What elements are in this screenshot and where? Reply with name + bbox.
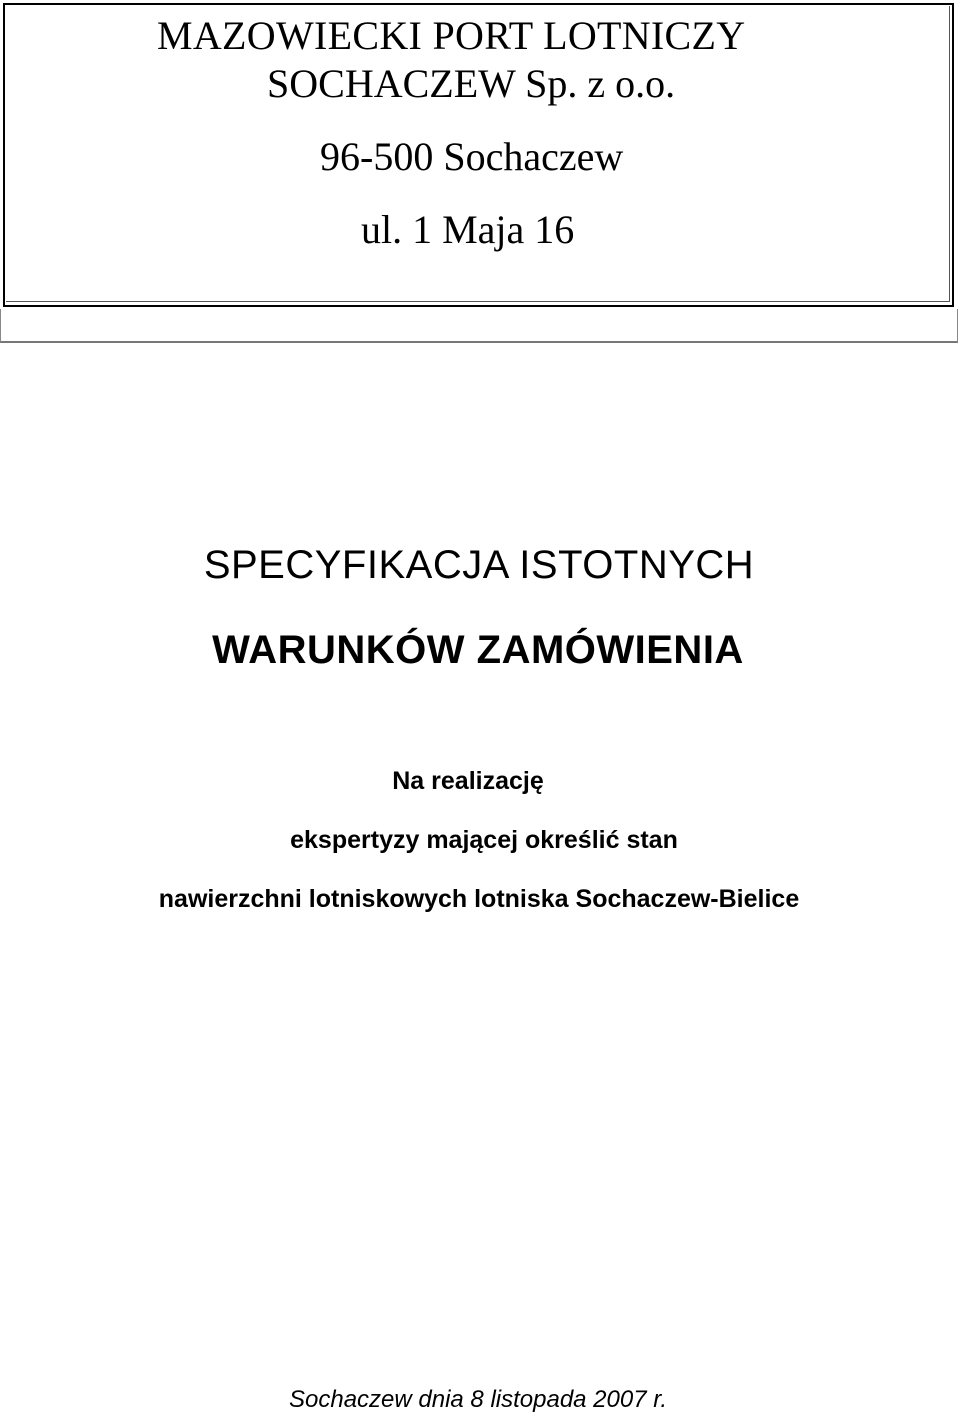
address-street: ul. 1 Maja 16 — [361, 207, 575, 252]
address-city: 96-500 Sochaczew — [320, 134, 624, 179]
subject-line1: Na realizację — [392, 767, 544, 795]
subject-line2: ekspertyzy mającej określić stan — [290, 826, 678, 854]
company-name-line1: MAZOWIECKI PORT LOTNICZY — [157, 13, 746, 58]
subject-line3: nawierzchni lotniskowych lotniska Sochaczew-Bielice — [158, 885, 800, 913]
footer-date: Sochaczew dnia 8 listopada 2007 r. — [288, 1386, 668, 1413]
company-name-line2: SOCHACZEW Sp. z o.o. — [267, 61, 676, 106]
document-title-line1: SPECYFIKACJA ISTOTNYCH — [203, 543, 755, 587]
header-band — [0, 309, 958, 343]
document-title-line2: WARUNKÓW ZAMÓWIENIA — [212, 628, 744, 672]
